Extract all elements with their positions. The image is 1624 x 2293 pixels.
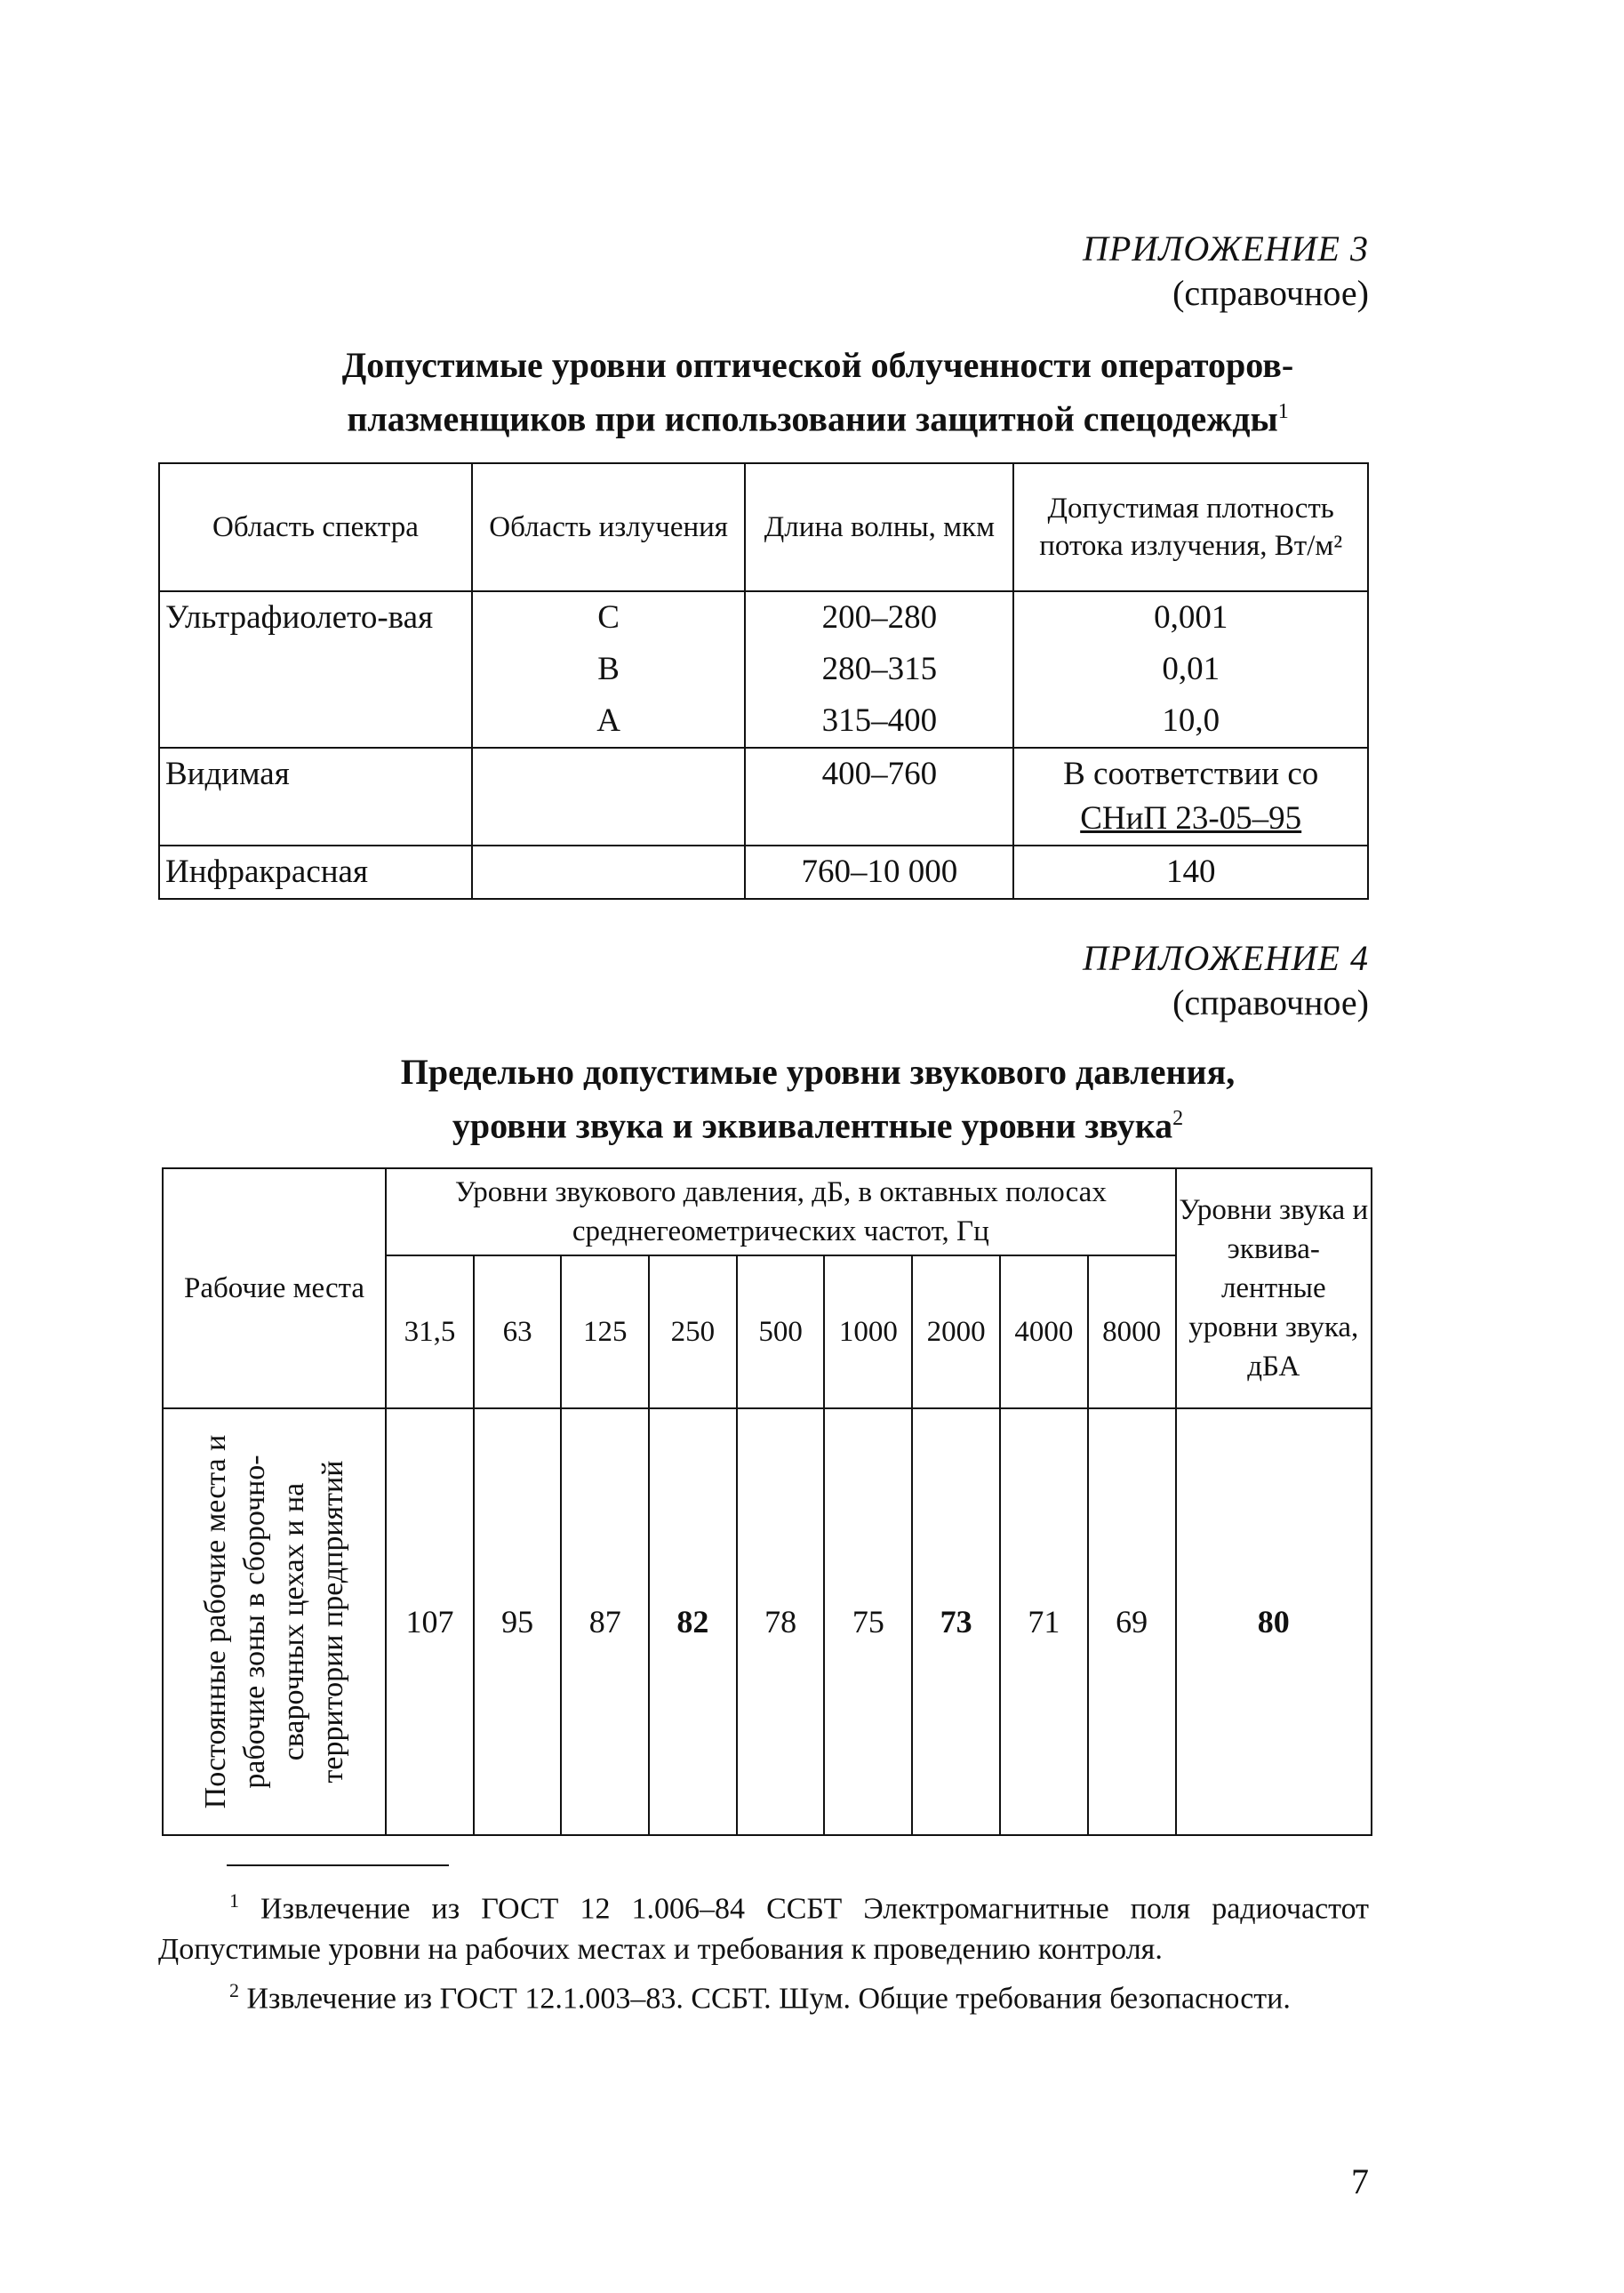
uv-density: 0,001 [1154, 599, 1228, 636]
workplace-label-text: Постоянные рабочие места и рабочие зоны в сборочно-сварочных цехах и на территории предприятий [198, 1434, 349, 1809]
visible-density-line-2: СНиП 23-05–95 [1080, 800, 1302, 837]
cell-level-value: 71 [1000, 1408, 1088, 1835]
table-2-title [133, 1049, 1502, 1149]
table-row [163, 1408, 1372, 1835]
footnote-1 [158, 1880, 1369, 1970]
header-frequency: 8000 [1088, 1255, 1176, 1408]
appendix-3-label: ПРИЛОЖЕНИЕ 3 [1083, 228, 1369, 269]
footnote-text: Извлечение из ГОСТ 12 1.006–84 ССБТ Электромагнитные поля радиочастот Допустимые уровни на рабочих местах и требования к проведению контроля. [158, 1892, 1369, 1967]
cell-uv-regions [472, 591, 745, 748]
header-frequency: 250 [649, 1255, 737, 1408]
footnote-mark: 2 [229, 1979, 239, 2002]
page-number: 7 [1351, 2161, 1369, 2201]
table-2-title-line-2 [133, 1095, 1502, 1149]
uv-density: 0,01 [1162, 651, 1220, 687]
table-2-title-line-2-text: уровни звука и эквивалентные уровни звука [452, 1105, 1173, 1146]
table-2-header-row-1 [163, 1168, 1372, 1255]
header-frequency: 31,5 [386, 1255, 474, 1408]
header-frequency: 63 [474, 1255, 562, 1408]
cell-level-value: 78 [737, 1408, 825, 1835]
header-frequency: 1000 [824, 1255, 912, 1408]
table-2-title-line-1: Предельно допустимые уровни звукового давления, [400, 1052, 1236, 1092]
header-octave-bands: Уровни звукового давления, дБ, в октавных полосах среднегеометрических частот, Гц [386, 1168, 1175, 1255]
appendix-3-heading [1083, 227, 1369, 316]
uv-wavelength: 200–280 [821, 599, 938, 636]
cell-level-value: 69 [1088, 1408, 1176, 1835]
cell-level-value: 107 [386, 1408, 474, 1835]
cell-infrared-region [472, 846, 745, 899]
appendix-3-note: (справочное) [1172, 273, 1369, 313]
footnotes [158, 1880, 1369, 2020]
appendix-4-label: ПРИЛОЖЕНИЕ 4 [1083, 938, 1369, 978]
appendix-4-note: (справочное) [1172, 982, 1369, 1022]
uv-region: С [597, 599, 620, 636]
cell-uv-densities [1013, 591, 1368, 748]
visible-density-line-1: В соответствии со [1063, 756, 1319, 792]
header-flux-density: Допустимая плотность потока излучения, Вт/м² [1013, 463, 1368, 591]
table-1-title-line-2 [133, 389, 1502, 442]
cell-workplace-label [163, 1408, 386, 1835]
cell-visible-label: Видимая [159, 748, 472, 846]
header-wavelength: Длина волны, мкм [745, 463, 1013, 591]
cell-visible-density [1013, 748, 1368, 846]
header-frequency: 125 [561, 1255, 649, 1408]
footnote-separator [227, 1864, 449, 1866]
cell-infrared-label: Инфракрасная [159, 846, 472, 899]
cell-infrared-wavelength: 760–10 000 [745, 846, 1013, 899]
uv-density: 10,0 [1162, 702, 1220, 739]
uv-region: А [596, 702, 620, 739]
uv-wavelength: 315–400 [821, 702, 938, 739]
cell-level-value: 95 [474, 1408, 562, 1835]
table-row [159, 591, 1368, 748]
footnote-text: Извлечение из ГОСТ 12.1.003–83. ССБТ. Шум. Общие требования безопасности. [246, 1982, 1291, 2016]
header-frequency: 2000 [912, 1255, 1000, 1408]
table-row [159, 846, 1368, 899]
cell-visible-region [472, 748, 745, 846]
header-emission-region: Область излучения [472, 463, 745, 591]
header-spectrum-region: Область спектра [159, 463, 472, 591]
footnote-2 [158, 1970, 1369, 2019]
optical-irradiance-table [158, 462, 1369, 900]
table-1-title-line-2-text: плазменщиков при использовании защитной спецодежды [347, 398, 1278, 439]
header-frequency: 4000 [1000, 1255, 1088, 1408]
footnote-mark: 1 [229, 1889, 239, 1912]
cell-uv-wavelengths [745, 591, 1013, 748]
table-1-title [133, 342, 1502, 442]
uv-wavelength: 280–315 [821, 651, 938, 687]
cell-level-value: 75 [824, 1408, 912, 1835]
header-sound-levels: Уровни звука и эквива-лентные уровни звука, дБА [1176, 1168, 1372, 1408]
cell-infrared-density: 140 [1013, 846, 1368, 899]
table-1-header-row [159, 463, 1368, 591]
cell-level-value: 82 [649, 1408, 737, 1835]
cell-uv-label: Ультрафиолето-вая [159, 591, 472, 748]
cell-sound-level-value: 80 [1176, 1408, 1372, 1835]
cell-level-value: 87 [561, 1408, 649, 1835]
footnote-ref-1: 1 [1277, 400, 1289, 423]
table-1-title-line-1: Допустимые уровни оптической облученности операторов- [341, 345, 1294, 385]
cell-level-value: 73 [912, 1408, 1000, 1835]
footnote-ref-2: 2 [1172, 1107, 1184, 1130]
noise-levels-table [162, 1167, 1372, 1836]
header-frequency: 500 [737, 1255, 825, 1408]
table-row [159, 748, 1368, 846]
header-workplaces: Рабочие места [163, 1168, 386, 1408]
cell-visible-wavelength: 400–760 [745, 748, 1013, 846]
appendix-4-heading [1083, 936, 1369, 1025]
uv-region: В [597, 651, 620, 687]
